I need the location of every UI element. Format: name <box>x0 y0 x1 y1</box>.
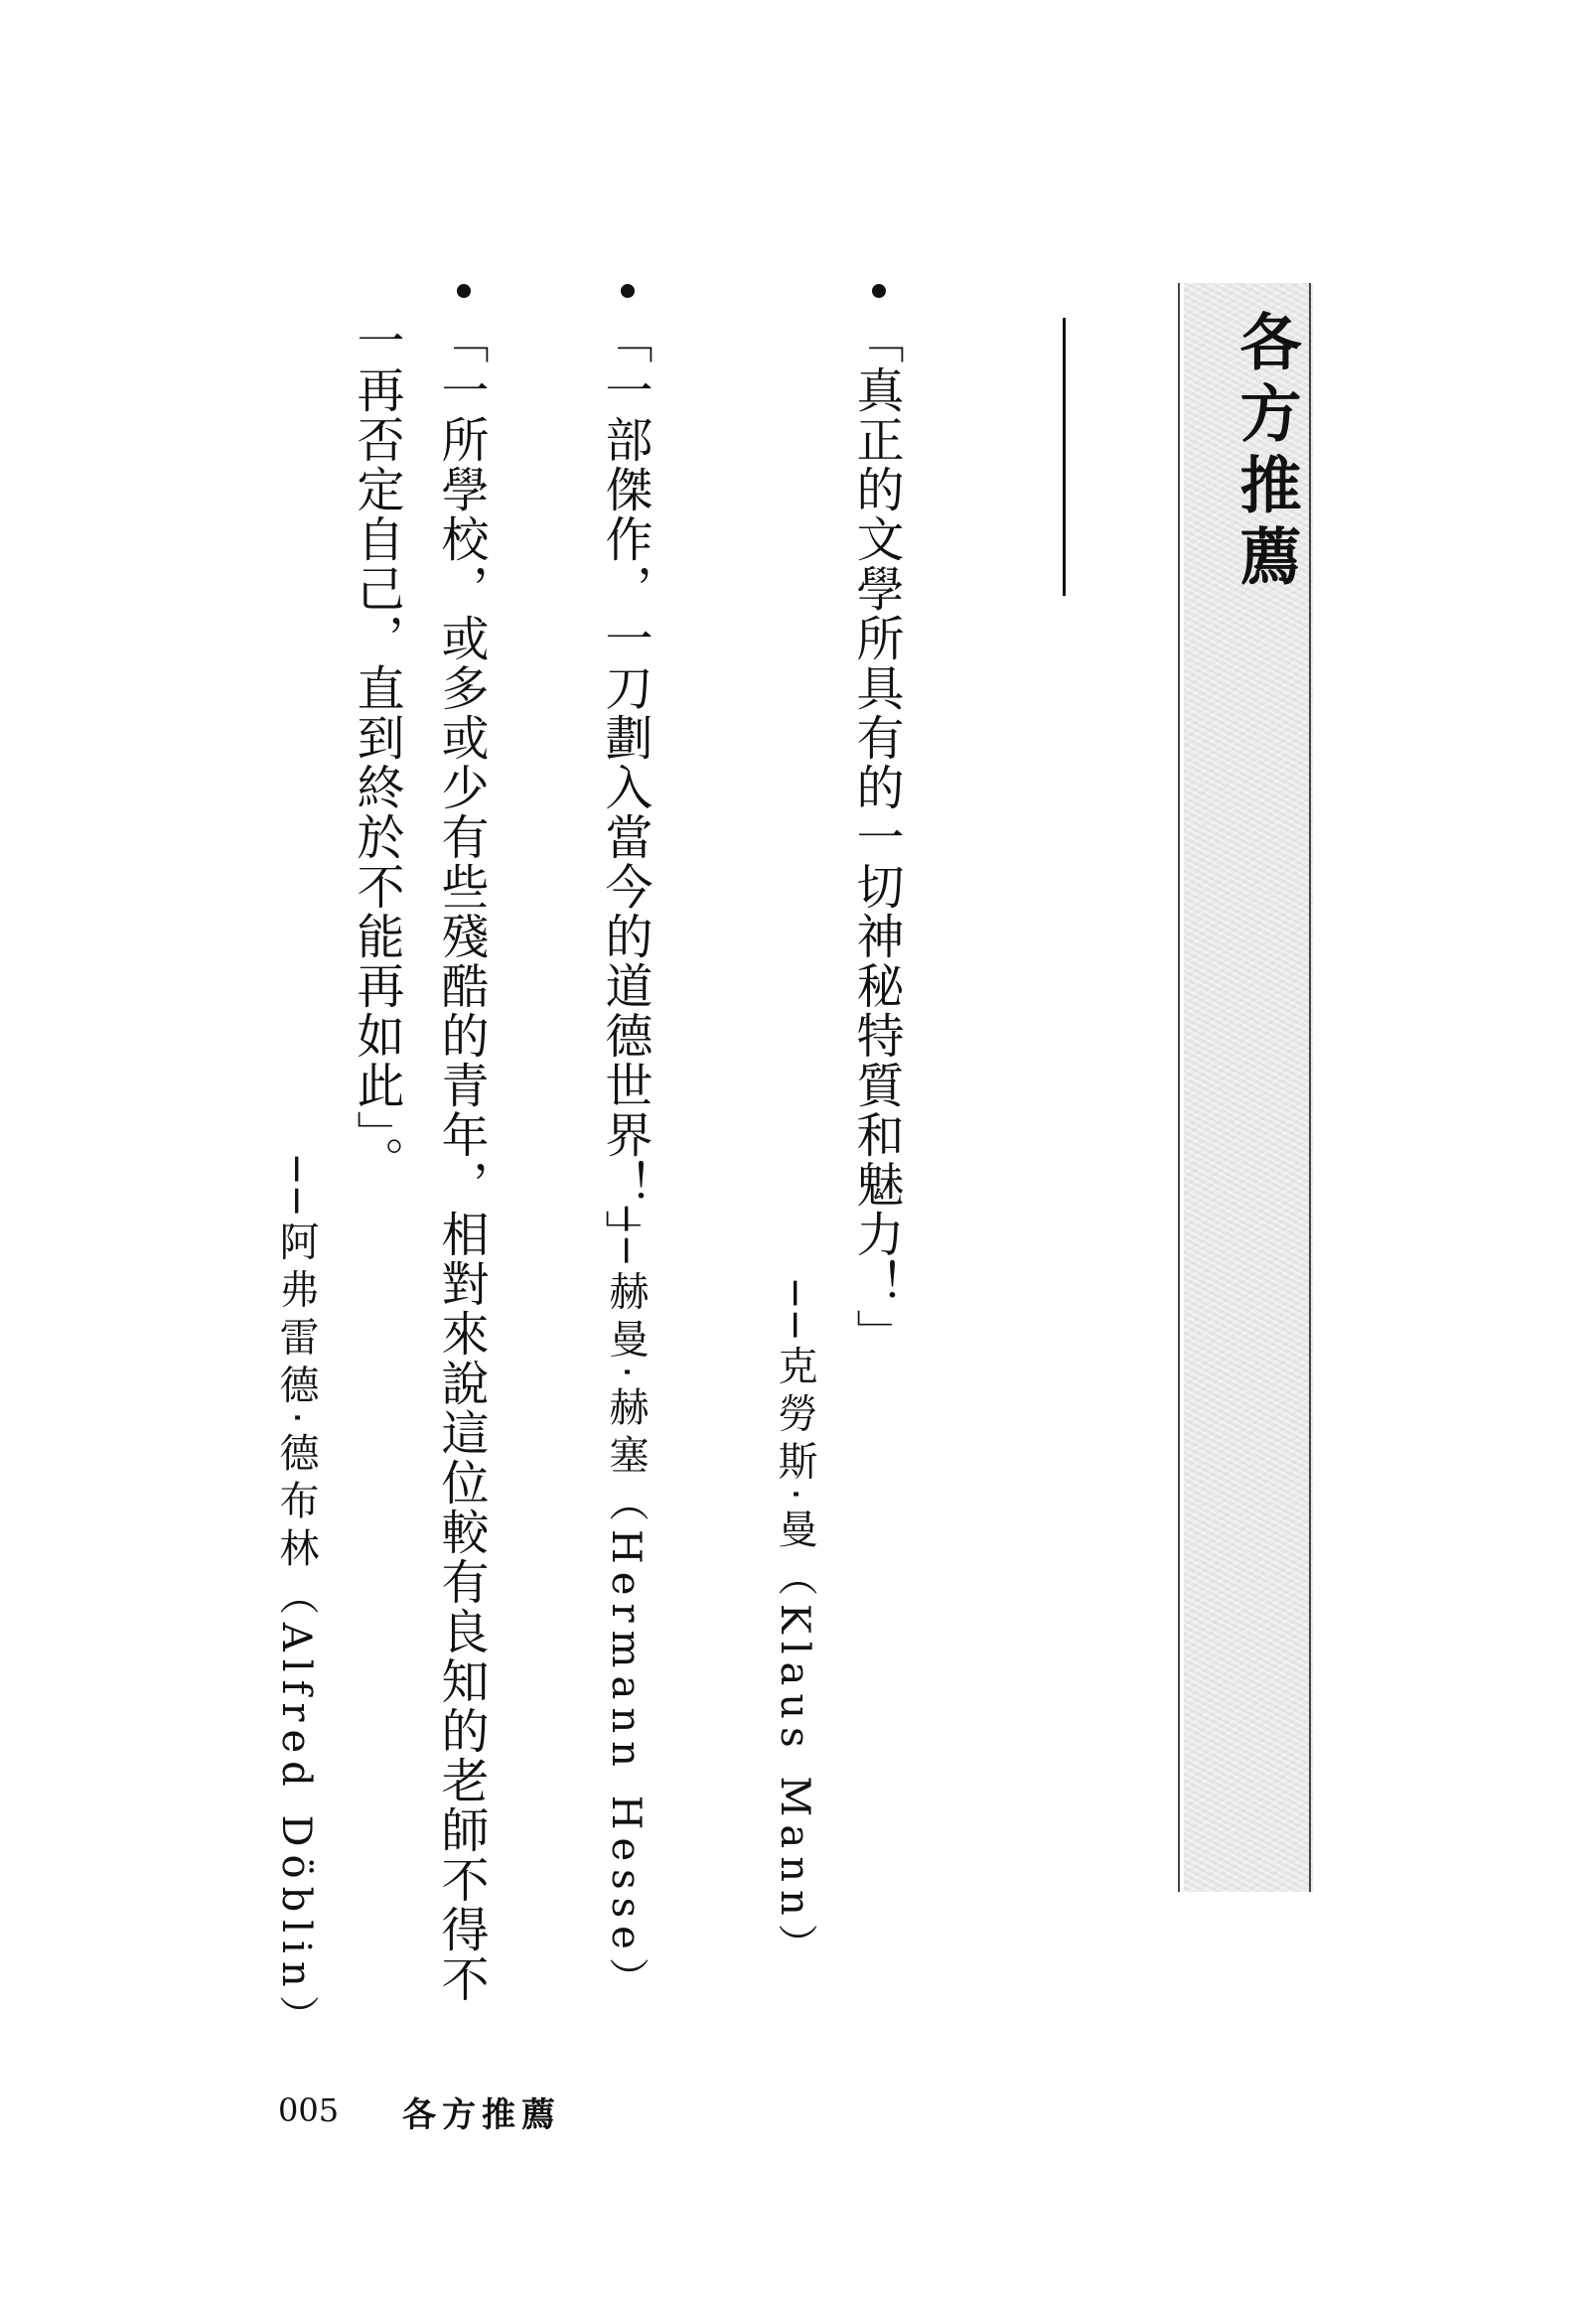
quote-3-attribution: ──阿弗雷德‧德布林（Alfred Döblin） <box>273 1157 319 2043</box>
running-title: 各方推薦 <box>402 2095 561 2135</box>
band-border-left <box>1178 283 1180 1892</box>
section-title: 各方推薦 <box>1230 310 1302 596</box>
bullet-icon <box>621 284 635 298</box>
quote-1-attribution: ──克勞斯‧曼（Klaus Mann） <box>772 1281 817 1971</box>
quote-2-attribution: ──赫曼‧赫塞（Hermann Hesse） <box>603 1207 649 2005</box>
band-border-right <box>1309 283 1311 1892</box>
decorative-rule <box>1063 318 1066 596</box>
bullet-icon <box>457 284 471 298</box>
quote-1-line-1: 「真正的文學所具有的一切神秘特質和魅力！」 <box>848 316 904 1359</box>
bullet-icon <box>872 284 886 298</box>
page-number: 005 <box>278 2091 340 2129</box>
quote-2-line-1: 「一部傑作，一刀劃入當今的道德世界！」 <box>597 316 653 1259</box>
quote-3-line-1: 「一所學校，或多或少有些殘酷的青年，相對來說這位較有良知的老師不得不 <box>433 316 489 2004</box>
quote-3-line-2: 一再否定自己，直到終於不能再如此」。 <box>349 316 404 1186</box>
